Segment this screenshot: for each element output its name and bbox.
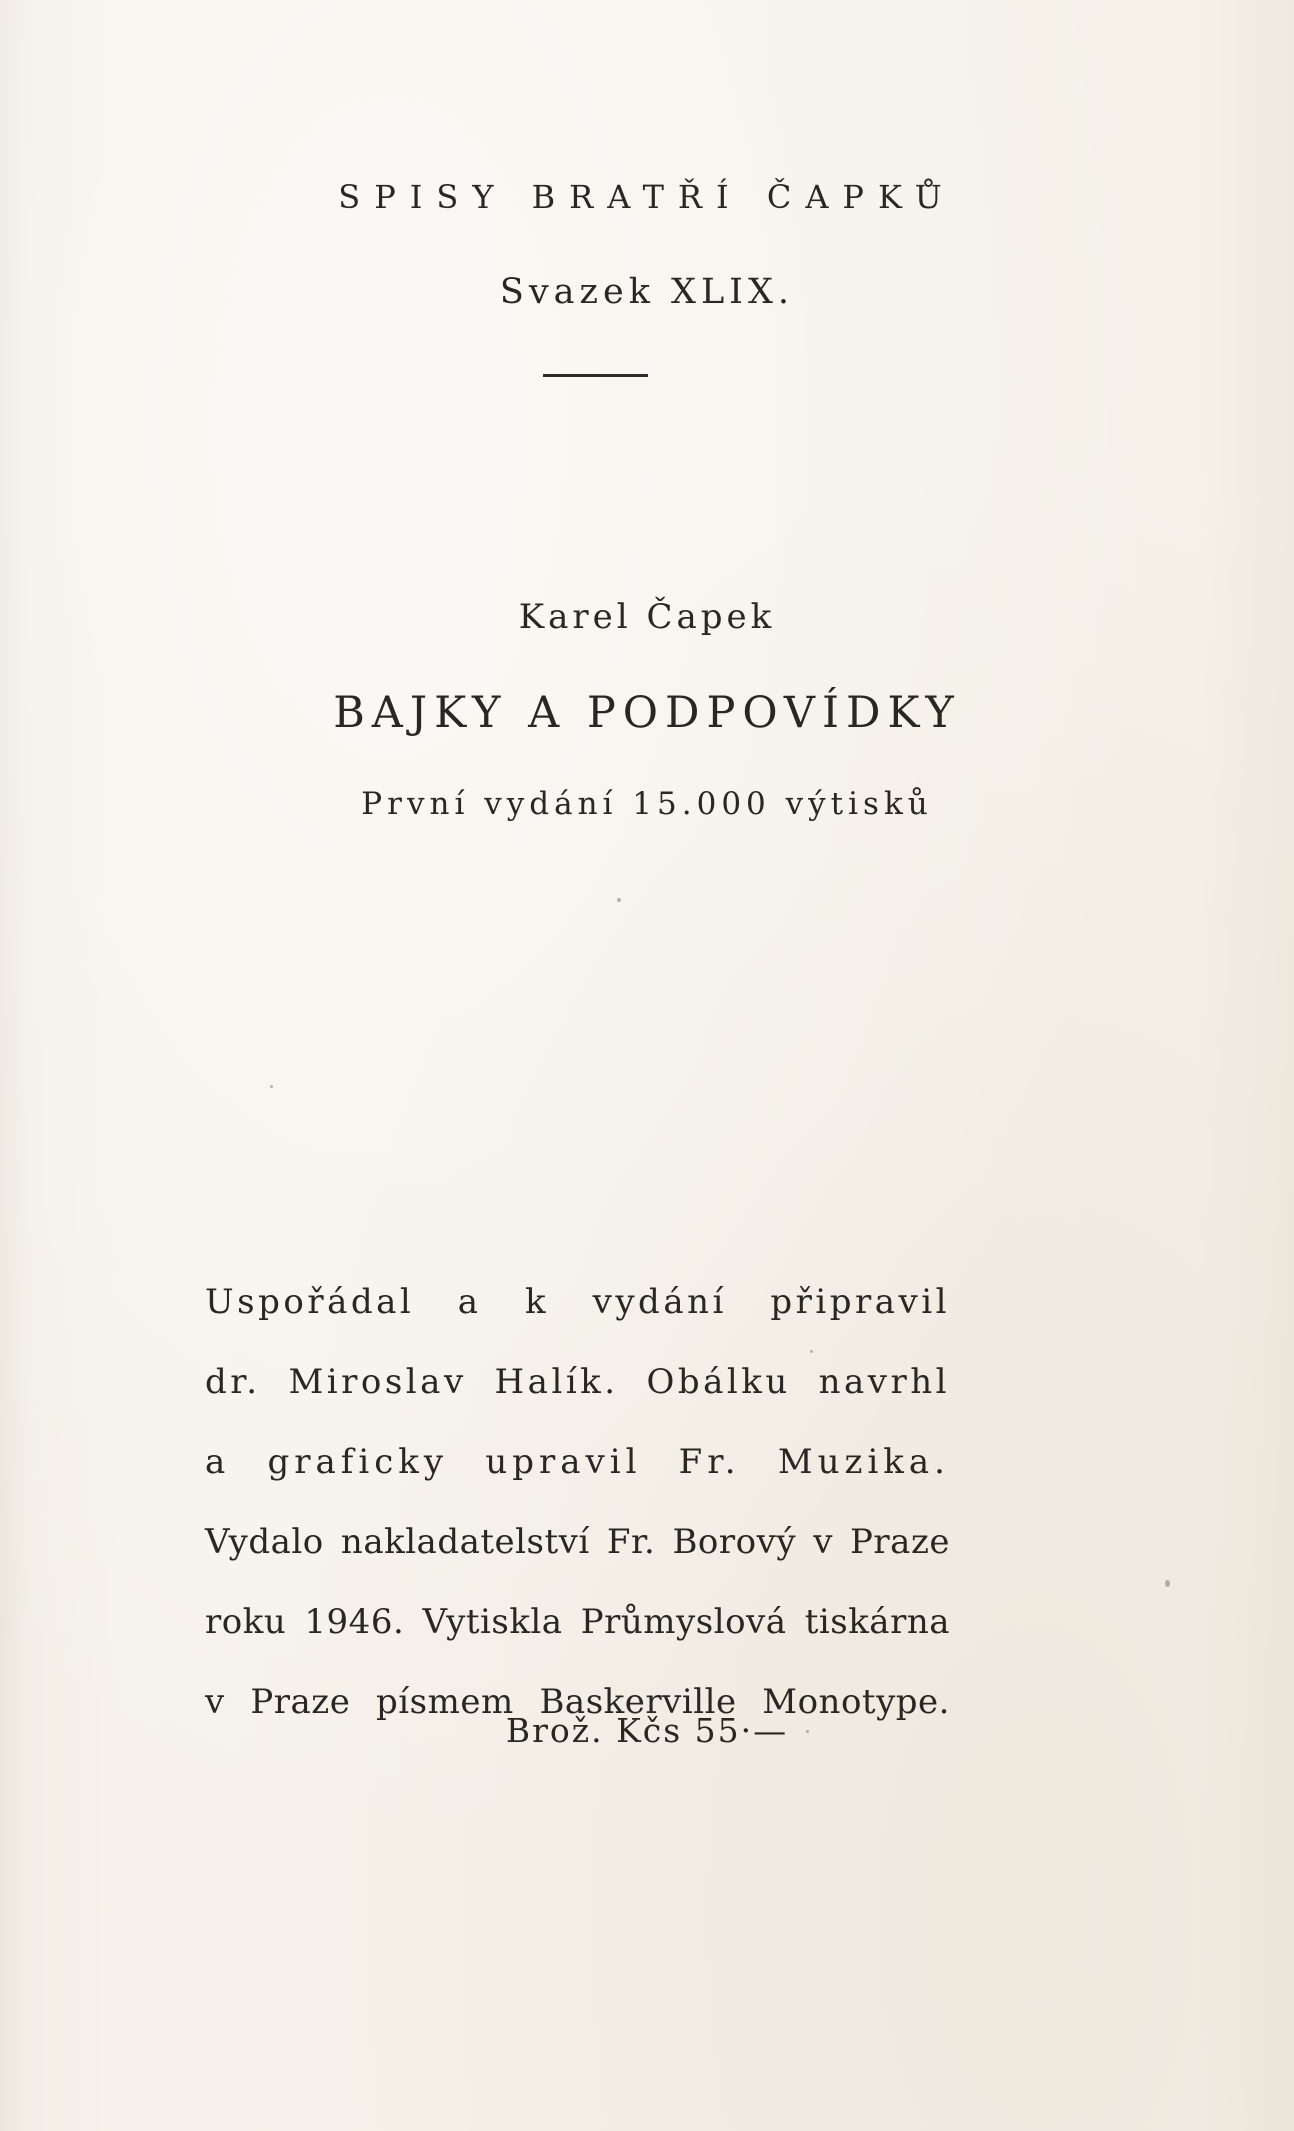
paper-speck <box>270 1085 273 1088</box>
paper-speck <box>806 1730 809 1733</box>
series-title: SPISY BRATŘÍ ČAPKŮ <box>338 178 956 216</box>
colophon-line: Vydalo nakladatelství Fr. Borový v Praze <box>205 1522 950 1562</box>
colophon-line: a graficky upravil Fr. Muzika. <box>205 1442 950 1482</box>
paper-speck <box>617 898 621 902</box>
edition-note: První vydání 15.000 výtisků <box>361 786 933 822</box>
price: Brož. Kčs 55·— <box>505 1711 789 1750</box>
colophon <box>205 1278 950 1758</box>
paper-speck <box>810 1350 813 1353</box>
colophon-line: dr. Miroslav Halík. Obálku navrhl <box>205 1362 950 1402</box>
paper-speck <box>1165 1580 1170 1587</box>
book-title: BAJKY A PODPOVÍDKY <box>333 688 961 738</box>
author-name: Karel Čapek <box>518 597 776 637</box>
colophon-line: roku 1946. Vytiskla Průmyslová tiskárna <box>205 1602 950 1642</box>
divider-rule <box>543 374 648 377</box>
volume-number: Svazek XLIX. <box>499 272 795 312</box>
colophon-line: Uspořádal a k vydání připravil <box>205 1282 950 1322</box>
colophon-line: v Praze písmem Baskerville Monotype. <box>205 1682 950 1722</box>
